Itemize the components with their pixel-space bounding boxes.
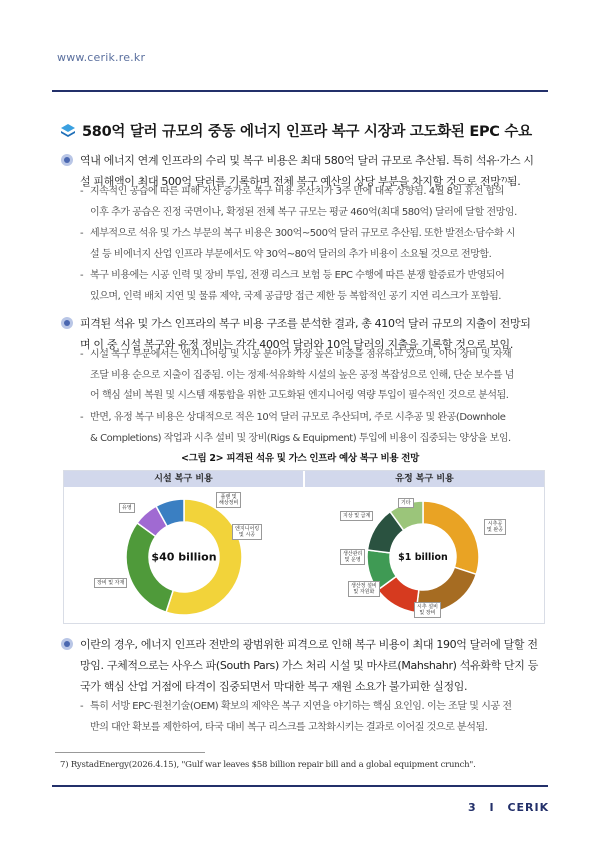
paragraph-line: 이란의 경우, 에너지 인프라 전반의 광범위한 피격으로 인해 복구 비용이 최대 190억 달러에 달할 전	[80, 638, 538, 651]
paragraph-line: 망임. 구체적으로는 사우스 파(South Pars) 가스 처리 시설 및 마샤르(Mahshahr) 석유화학 단지 등	[80, 659, 538, 672]
right-panel-heading: 유정 복구 비용	[305, 471, 544, 487]
sub-item: - 복구 비용에는 시공 인력 및 장비 투입, 전쟁 리스크 보험 등 EPC 수행에 따른 분쟁 할증료가 반영되어 있으며, 인력 배치 지연 및 물류 제약, 국제 공급망 접근 제한 등 복합적인 공기 지연 리스크가 포함됨.	[90, 266, 550, 307]
paragraph-line: 피격된 석유 및 가스 인프라의 복구 비용 구조를 분석한 결과, 총 410억 달러 규모의 지출이 전망되	[80, 317, 531, 330]
header-rule	[52, 90, 548, 92]
label-service	[340, 549, 365, 565]
sub-line: 복구 비용에는 시공 인력 및 장비 투입, 전쟁 리스크 보험 등 EPC 수행에 따른 분쟁 할증료가 반영되어	[90, 270, 505, 281]
label-rigs	[414, 602, 441, 618]
label-text: 플랜 및 해상정비	[219, 494, 239, 506]
left-donut-chart	[64, 487, 303, 623]
footnote: 7) RystadEnergy(2026.4.15), "Gulf war leaves $58 billion repair bill and a global equipment crunch".	[60, 760, 476, 770]
sub-line: 반의 대안 확보를 제한하여, 타국 대비 복구 리스크를 고착화시키는 결과로 이어질 것으로 분석됨.	[90, 721, 488, 733]
section-heading	[60, 120, 532, 141]
sub-line: & Completions) 작업과 시추 설비 및 장비(Rigs & Equipment) 투입에 비용이 집중되는 양상을 보임.	[90, 432, 511, 444]
label-engineering	[232, 524, 262, 540]
label-text: 유영	[122, 505, 132, 511]
sub-line: 어 핵심 설비 복원 및 시스템 재통합을 위한 고도화된 엔지니어링 역량 투입이 필수적인 것으로 분석됨.	[90, 390, 509, 401]
label-etc	[398, 498, 414, 508]
layers-icon	[60, 123, 76, 139]
sub-line: 시설 복구 부문에서는 엔지니어링 및 시공 분야가 가장 높은 비중을 점유하고 있으며, 이어 장비 및 자재	[90, 349, 512, 360]
sub-item: - 지속적인 공습에 따른 피해 자산 증가로 복구 비용 추산치가 3주 만에 대폭 상향됨. 4월 8일 휴전 합의 이후 추가 공습은 진정 국면이나, 확정된 전체 복구 규모는 평균 460억(최대 580억) 달러에 달할 전망임.	[90, 182, 550, 223]
donut-slice	[423, 501, 479, 574]
site-url[interactable]: www.cerik.re.kr	[57, 51, 146, 64]
paragraph-line: 며 이 중 시설 복구와 유정 정비는 각각 400억 달러와 10억 달러의 지출을 기록할 것으로 보임.	[80, 338, 513, 351]
bullet-circle-icon	[60, 153, 74, 167]
sub-item: - 시설 복구 부문에서는 엔지니어링 및 시공 분야가 가장 높은 비중을 점유하고 있으며, 이어 장비 및 자재 조달 비용 순으로 지출이 집중됨. 이는 정제·석유화학 시설의 높은 공정 복잡성으로 인해, 단순 보수를 넘 어 핵심 설비 복원 및 시스템 재통합을 위한 고도화된 엔지니어링 역량 투입이 필수적인 것으로 분석됨.	[90, 345, 550, 407]
bullet-circle-icon	[60, 316, 74, 330]
footnote-rule	[55, 752, 205, 753]
sub-line: 특히 서방 EPC·원천기술(OEM) 확보의 제약은 복구 지연을 야기하는 핵심 요인임. 이는 조달 및 시공 전	[90, 701, 512, 712]
label-text: 생산관리 및 운영	[343, 551, 363, 563]
label-permit	[216, 492, 241, 508]
sub-line: 있으며, 인력 배치 지연 및 물류 제약, 국제 공급망 접근 제한 등 복합적인 공기 지연 리스크가 포함됨.	[90, 290, 502, 302]
bullet-circle-icon	[60, 637, 74, 651]
sub-item: - 반면, 유정 복구 비용은 상대적으로 적은 10억 달러 규모로 추산되며, 주로 시추공 및 완공(Downhole & Completions) 작업과 시추 설비 및 장비(Rigs & Equipment) 투입에 비용이 집중되는 양상을 보임.	[90, 408, 550, 449]
donut-center-label: $40 billion	[151, 550, 217, 564]
sub-item: - 세부적으로 석유 및 가스 부문의 복구 비용은 300억~500억 달러 규모로 추산됨. 또한 발전소·담수화 시 설 등 비에너지 산업 인프라 부문에서도 약 30억~80억 달러의 추가 비용이 소요될 것으로 전망함.	[90, 224, 550, 265]
paragraph-3	[80, 634, 550, 697]
label-equipment	[94, 578, 127, 588]
sub-item: - 특히 서방 EPC·원천기술(OEM) 확보의 제약은 복구 지연을 야기하는 핵심 요인임. 이는 조달 및 시공 전 반의 대안 확보를 제한하여, 타국 대비 복구 리스크를 고착화시키는 결과로 이어질 것으로 분석됨.	[90, 697, 550, 738]
footer-separator: I	[489, 801, 495, 814]
label-text: 생산정 설비 및 자원화	[351, 583, 377, 595]
label-text: 시추 설비 및 장비	[417, 604, 438, 616]
left-panel-heading: 시설 복구 비용	[64, 471, 303, 487]
label-text: 기타	[401, 500, 411, 506]
donut-slice	[126, 523, 173, 612]
label-seismic	[340, 511, 373, 521]
label-production	[348, 581, 380, 597]
sub-line: 지속적인 공습에 따른 피해 자산 증가로 복구 비용 추산치가 3주 만에 대폭 상향됨. 4월 8일 휴전 합의	[90, 186, 505, 197]
section-title: 580억 달러 규모의 중동 에너지 인프라 복구 시장과 고도화된 EPC 수요	[82, 124, 532, 140]
paragraph-line: 국가 핵심 산업 거점에 타격이 집중되면서 막대한 복구 재원 소요가 불가피한 실정임.	[80, 680, 468, 693]
label-text: 시추공 및 완공	[487, 521, 504, 533]
paragraph-line: 역내 에너지 연계 인프라의 수리 및 복구 비용은 최대 580억 달러 규모로 추산됨. 특히 석유·가스 시	[80, 154, 534, 167]
label-drill	[484, 519, 506, 535]
page-footer	[468, 801, 549, 814]
page-number: 3	[468, 801, 477, 814]
footer-brand: CERIK	[507, 801, 550, 814]
sub-line: 조달 비용 순으로 지출이 집중됨. 이는 정제·석유화학 시설의 높은 공정 복잡성으로 인해, 단순 보수를 넘	[90, 369, 514, 381]
figure-title: <그림 2> 피격된 석유 및 가스 인프라 예상 복구 비용 전망	[180, 453, 420, 464]
sub-line: 이후 추가 공습은 진정 국면이나, 확정된 전체 복구 규모는 평균 460억(최대 580억) 달러에 달할 전망임.	[90, 206, 517, 218]
figure-box	[63, 470, 545, 624]
sub-line: 반면, 유정 복구 비용은 상대적으로 적은 10억 달러 규모로 추산되며, 주로 시추공 및 완공(Downhole	[90, 412, 506, 423]
paragraph-line: 설 피해액이 최대 500억 달러를 기록하며 전체 복구 예산의 상당 부분을 차지할 것으로 전망⁷⁾됨.	[80, 175, 521, 188]
sub-line: 세부적으로 석유 및 가스 부문의 복구 비용은 300억~500억 달러 규모로 추산됨. 또한 발전소·담수화 시	[90, 228, 516, 239]
sub-line: 설 등 비에너지 산업 인프라 부문에서도 약 30억~80억 달러의 추가 비용이 소요될 것으로 전망함.	[90, 248, 492, 260]
label-text: 장비 및 자재	[97, 580, 125, 586]
donut-center-label: $1 billion	[398, 552, 448, 564]
label-text: 엔지니어링 및 시공	[235, 526, 260, 538]
label-text: 지상 및 급계	[343, 513, 371, 519]
label-misc	[119, 503, 135, 513]
footer-rule	[52, 785, 548, 787]
